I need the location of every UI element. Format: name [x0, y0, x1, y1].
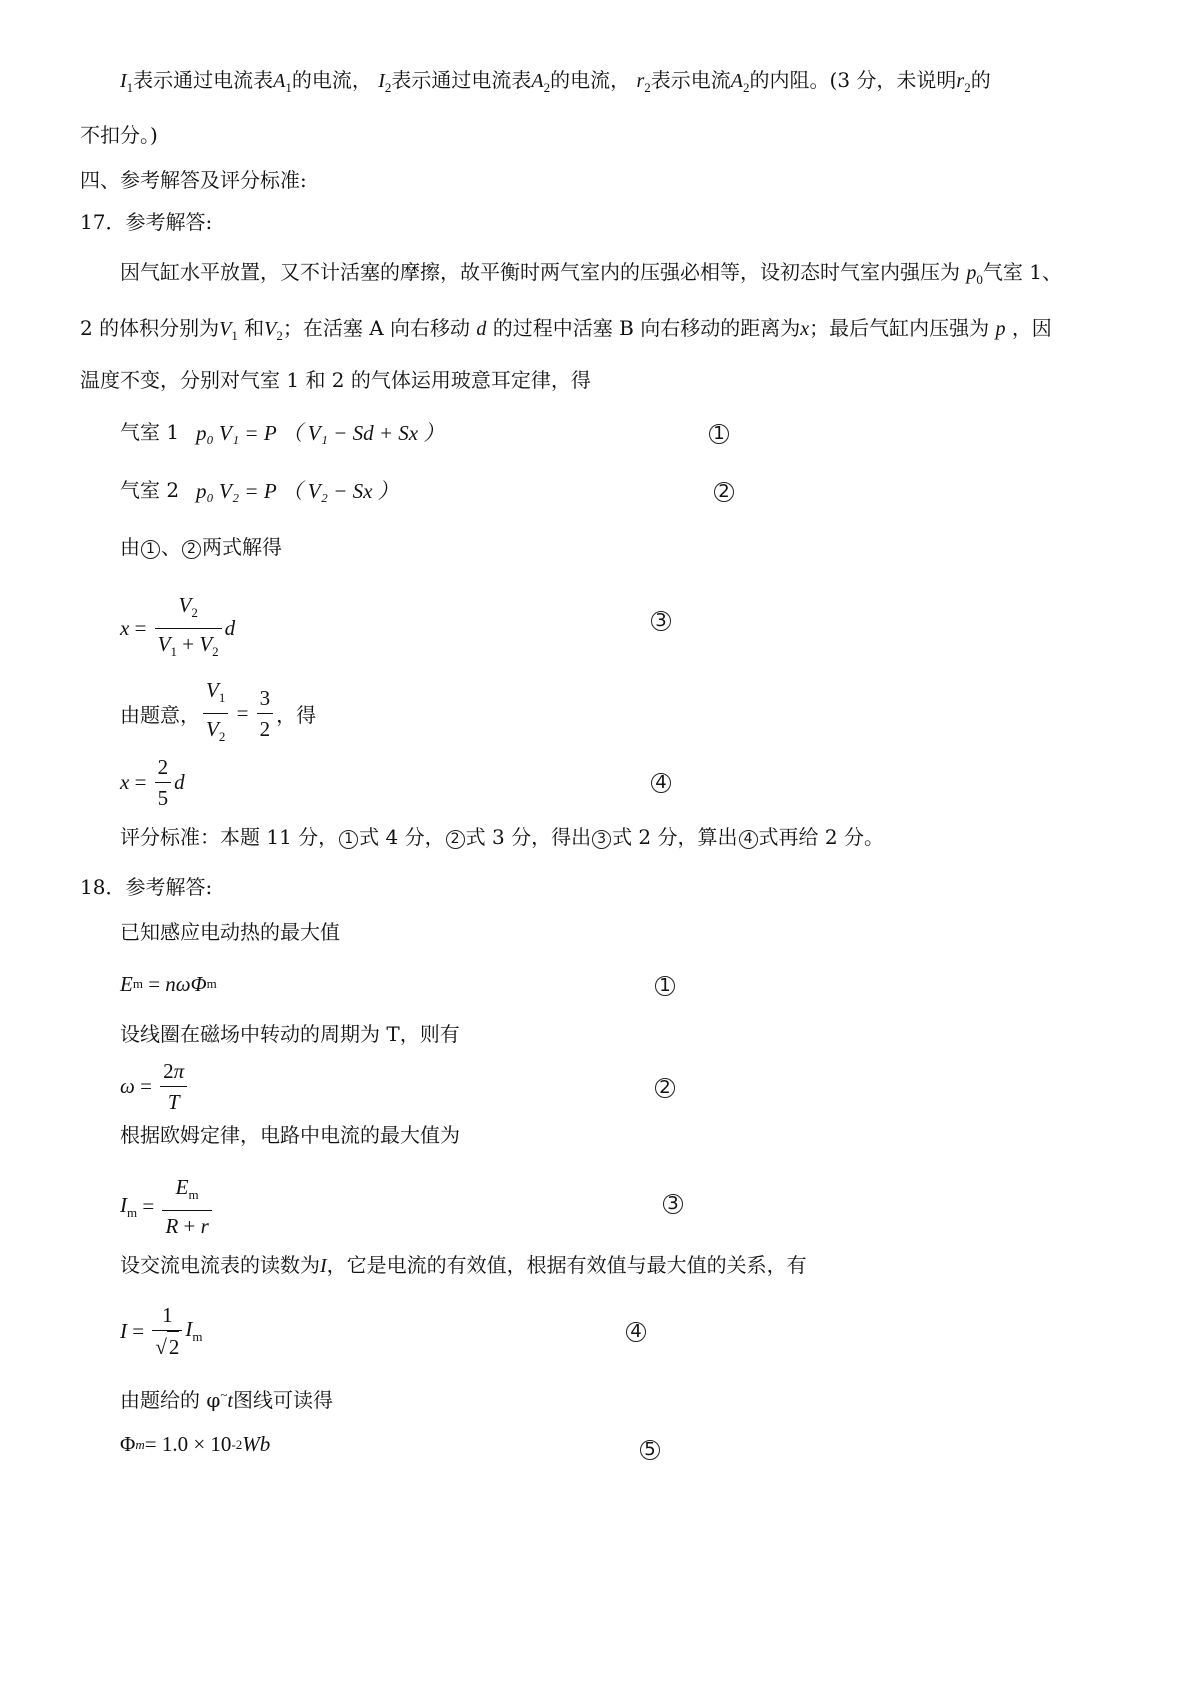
denominator: $V_2$	[206, 717, 226, 744]
var-a2: A	[531, 70, 544, 92]
q17-eq2-number: 2	[714, 482, 734, 502]
q18-line-2: 设线圈在磁场中转动的周期为 T，则有	[120, 1022, 460, 1046]
value: = 1.0 × 10	[144, 1432, 232, 1456]
sub: 1	[126, 80, 134, 95]
text: 式再给 2 分。	[758, 825, 884, 849]
numerator: 1	[152, 1300, 182, 1331]
text: 设交流电流表的读数为	[120, 1253, 320, 1277]
var-v1: V	[219, 318, 232, 340]
q18-eq4-number: 4	[626, 1322, 646, 1342]
text: 式 2 分，算出	[612, 825, 738, 849]
fraction	[203, 675, 228, 752]
text: 由题意，	[120, 703, 200, 727]
q18-title: 18．参考解答:	[80, 875, 213, 899]
denominator: R + r	[165, 1214, 209, 1238]
q17-para-line-2	[80, 314, 1052, 350]
text: 2 的体积分别为	[80, 316, 220, 340]
q18-eq5-number: 5	[640, 1440, 660, 1460]
text: 评分标准：本题 11 分，	[120, 825, 339, 849]
numerator: $E_m$	[162, 1172, 211, 1211]
q17-eq1-number: 1	[709, 424, 729, 444]
q17-scoring	[120, 823, 884, 851]
fraction	[152, 1300, 182, 1362]
var-p0: p	[966, 262, 977, 284]
q17-given	[120, 675, 316, 752]
sub: 2	[644, 80, 651, 95]
q17-eq3-number: 3	[651, 611, 671, 631]
text: 的内阻。(3 分，未说明	[749, 68, 957, 92]
denominator: $V_1 + V_2$	[157, 632, 219, 659]
q18-line-3: 根据欧姆定律，电路中电流的最大值为	[120, 1123, 460, 1147]
q18-eq2-number: 2	[655, 1078, 675, 1098]
denominator: √2	[152, 1331, 182, 1362]
equals: =	[129, 616, 152, 640]
q17-para-line-3: 温度不变，分别对气室 1 和 2 的气体运用玻意耳定律，得	[80, 368, 591, 392]
equals: =	[127, 1318, 150, 1343]
var-omega: ω	[120, 1074, 135, 1098]
var-x: x	[120, 616, 130, 640]
fraction	[257, 683, 274, 744]
text: ；在活塞 A 向右移动	[282, 316, 471, 340]
equals: =	[134, 1074, 158, 1098]
q17-eq4-number: 4	[651, 773, 671, 793]
text: 式 4 分，	[359, 825, 445, 849]
text: 因气缸水平放置，又不计活塞的摩擦，故平衡时两气室内的压强必相等，设初态时气室内强压为	[120, 260, 960, 284]
var-i: I	[120, 1318, 127, 1343]
denominator: 2	[259, 717, 271, 741]
sub: 1	[285, 80, 292, 95]
var-r2: r	[636, 70, 645, 92]
fraction	[155, 590, 222, 667]
equals: =	[231, 701, 254, 725]
fraction	[155, 752, 172, 813]
text: 表示通过电流表	[133, 68, 274, 92]
numerator: $V_1$	[203, 675, 228, 714]
var-r2b: r	[956, 70, 965, 92]
var-d: d	[174, 770, 185, 794]
q18-line-5	[120, 1381, 333, 1415]
sub: 2	[384, 80, 392, 95]
var-i: I	[320, 1255, 327, 1277]
ref-1: 1	[141, 540, 160, 559]
q18-eq3	[120, 1172, 215, 1241]
equals: =	[129, 770, 152, 794]
ref-2: 2	[446, 830, 465, 849]
text: 由题给的 φ	[120, 1388, 221, 1412]
var-v2: V	[264, 318, 277, 340]
q18-line-4	[120, 1251, 807, 1280]
var-p: p	[995, 318, 1006, 340]
sub: 2	[743, 80, 750, 95]
q17-eq1: p₀ V₁ = P （ V₁ − Sd + Sx ）	[196, 421, 445, 445]
text: 的电流，	[291, 68, 372, 92]
ref-4: 4	[739, 830, 758, 849]
equals: =	[137, 1194, 160, 1218]
var-a2b: A	[730, 70, 744, 92]
sub: 0	[976, 272, 983, 287]
denominator: T	[167, 1090, 180, 1114]
q18-line-1: 已知感应电动热的最大值	[120, 920, 340, 944]
text: 气室 1、	[982, 260, 1062, 284]
var-x: x	[800, 318, 810, 340]
text: 式 3 分，得出	[465, 825, 592, 849]
var-d: d	[476, 318, 487, 340]
sub: 2	[964, 80, 971, 95]
q18-eq4	[120, 1300, 203, 1362]
tilde: ~	[220, 1387, 228, 1402]
q17-title: 17．参考解答:	[80, 210, 213, 234]
q18-eq2	[120, 1056, 190, 1117]
text: 表示电流	[650, 68, 731, 92]
text: ，因	[1011, 316, 1052, 340]
q17-eq4	[120, 752, 185, 813]
q17-eq2-label: 气室 2	[120, 478, 180, 502]
sub: 1	[231, 328, 238, 343]
text: 由	[120, 535, 140, 559]
text: 的过程中活塞 B 向右移动的距离为	[492, 316, 801, 340]
section-heading: 四、参考解答及评分标准:	[80, 168, 307, 192]
phi: Φ	[120, 1432, 136, 1456]
text: ，它是电流的有效值，根据有效值与最大值的关系，有	[326, 1253, 807, 1277]
var-i2: I	[378, 70, 385, 92]
q17-from-eq	[120, 533, 282, 561]
intro-line-2: 不扣分。)	[80, 123, 158, 147]
q18-eq3-number: 3	[663, 1194, 683, 1214]
sub: 2	[543, 80, 551, 95]
q18-eq1-number: 1	[655, 976, 675, 996]
numerator: 3	[257, 683, 274, 714]
ref-1: 1	[339, 830, 358, 849]
var-x: x	[120, 770, 130, 794]
q17-para-line-1	[120, 258, 1062, 294]
var-im: $I_m$	[185, 1317, 203, 1344]
unit: Wb	[242, 1432, 271, 1456]
intro-line-1	[120, 66, 991, 102]
var-t: t	[227, 1390, 233, 1412]
sub: 2	[276, 328, 283, 343]
text: 、	[161, 535, 181, 559]
text: 的电流，	[550, 68, 631, 92]
q18-eq1: E m = nωΦ m	[120, 971, 217, 996]
text: ，得	[276, 703, 317, 727]
text: 两式解得	[202, 535, 282, 559]
text: 表示通过电流表	[391, 68, 532, 92]
denominator: 5	[157, 786, 169, 810]
text: ；最后气缸内压强为	[809, 316, 990, 340]
exponent: -2	[231, 1436, 243, 1452]
q17-eq2: p₀ V₂ = P （ V₂ − Sx ）	[196, 479, 399, 503]
ref-2: 2	[182, 540, 201, 559]
fraction	[162, 1172, 211, 1241]
sub: m	[135, 1436, 145, 1452]
text: 图线可读得	[232, 1388, 333, 1412]
q18-eq5	[120, 1432, 270, 1457]
text: 和	[244, 316, 265, 340]
text: 的	[970, 68, 991, 92]
var-a1: A	[273, 70, 286, 92]
numerator: 2π	[160, 1056, 187, 1087]
numerator: 2	[155, 752, 172, 783]
numerator: $V_2$	[155, 590, 222, 629]
var-d: d	[224, 616, 236, 640]
var-im: $I_m$	[120, 1192, 138, 1220]
q17-eq3	[120, 590, 235, 667]
var-i1: I	[120, 70, 127, 92]
fraction	[160, 1056, 187, 1117]
q17-eq1-label: 气室 1	[120, 420, 180, 444]
ref-3: 3	[592, 830, 611, 849]
